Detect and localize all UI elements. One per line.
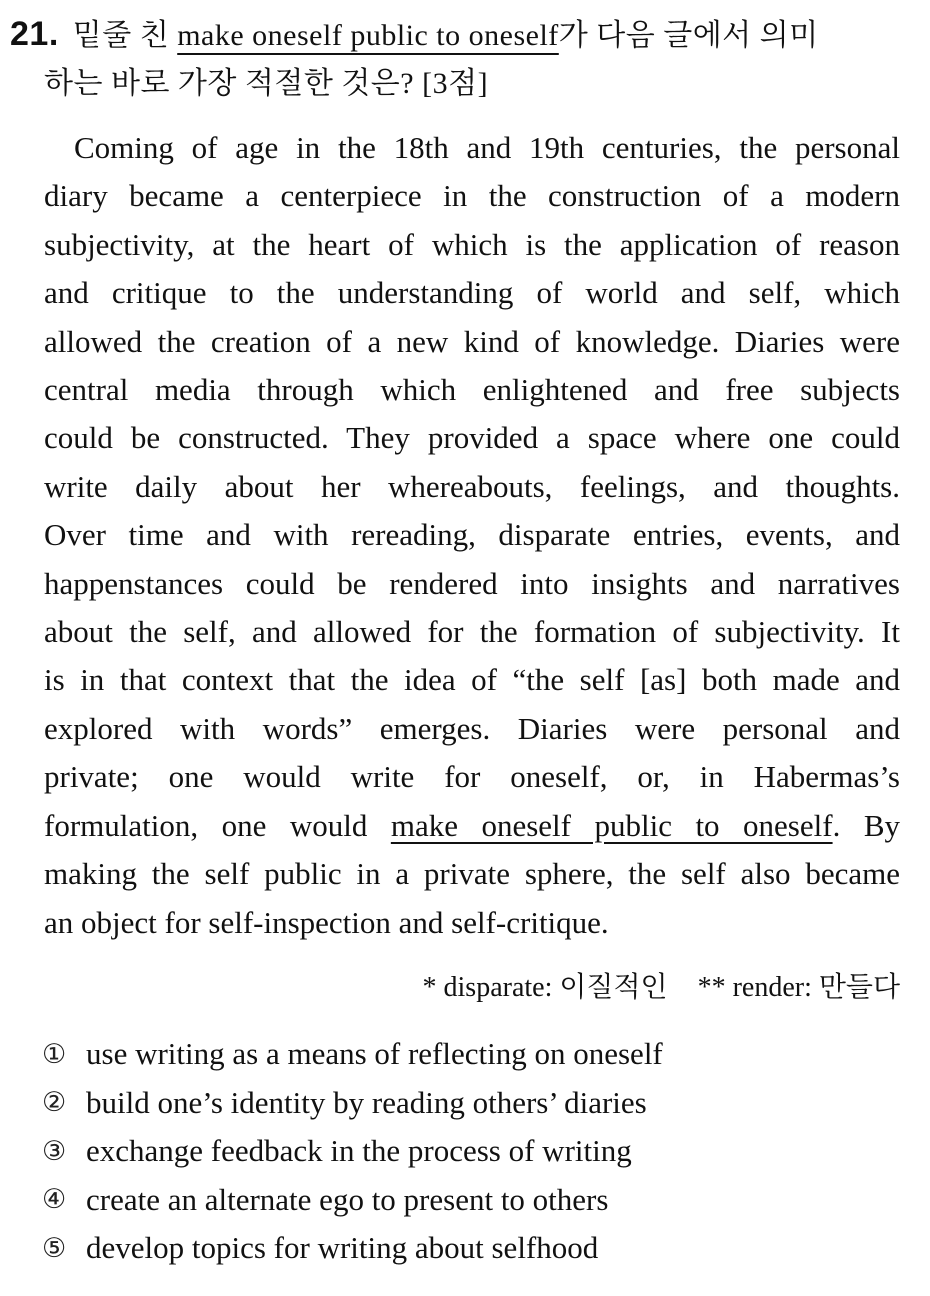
passage-line: diary became a centerpiece in the construction of a modern — [44, 178, 900, 214]
question-prefix: 밑줄 친 — [72, 19, 170, 52]
passage-line: is in that context that the idea of “the self [as] both made and — [44, 662, 900, 698]
passage — [44, 124, 900, 947]
passage-line: and critique to the understanding of world and self, which — [44, 275, 900, 311]
passage-text: formulation, one would — [44, 807, 391, 843]
question-underlined-phrase: make oneself public to oneself — [177, 19, 559, 52]
passage-line: allowed the creation of a new kind of knowledge. Diaries were — [44, 323, 900, 359]
option-number: ④ — [42, 1184, 67, 1216]
answer-option-1[interactable] — [42, 1030, 663, 1079]
answer-option-2[interactable] — [42, 1079, 663, 1128]
question-line-2: 하는 바로 가장 적절한 것은? [3점] — [44, 67, 489, 100]
passage-line: central media through which enlightened and free subjects — [44, 372, 900, 408]
option-text: build one’s identity by reading others’ diaries — [86, 1084, 647, 1120]
answer-options — [42, 1030, 663, 1273]
passage-line: about the self, and allowed for the formation of subjectivity. It — [44, 614, 900, 650]
answer-option-4[interactable] — [42, 1176, 663, 1225]
option-text: create an alternate ego to present to others — [86, 1181, 609, 1217]
passage-line: happenstances could be rendered into insights and narratives — [44, 565, 900, 601]
underlined-phrase: make oneself public to oneself — [390, 807, 833, 843]
option-number: ⑤ — [42, 1232, 67, 1264]
footnote-render: ** render: 만들다 — [697, 972, 900, 1003]
question-header — [10, 10, 910, 108]
passage-line-underlined — [44, 802, 900, 850]
option-number: ① — [42, 1038, 67, 1070]
option-text: exchange feedback in the process of writing — [86, 1133, 632, 1169]
answer-option-5[interactable] — [42, 1224, 663, 1273]
option-text: use writing as a means of reflecting on oneself — [86, 1036, 663, 1072]
passage-line: could be constructed. They provided a space where one could — [44, 420, 900, 456]
passage-line: making the self public in a private sphere, the self also became — [44, 856, 900, 892]
question-number: 21. — [10, 15, 59, 53]
passage-line: private; one would write for oneself, or, in Habermas’s — [44, 759, 900, 795]
passage-line: Over time and with rereading, disparate entries, events, and — [44, 517, 900, 553]
passage-line: subjectivity, at the heart of which is the application of reason — [44, 226, 900, 262]
passage-line: explored with words” emerges. Diaries were personal and — [44, 710, 900, 746]
passage-line: Coming of age in the 18th and 19th centuries, the personal — [74, 130, 900, 165]
option-number: ③ — [42, 1135, 67, 1167]
passage-text: . By — [832, 807, 900, 843]
option-number: ② — [42, 1087, 67, 1119]
passage-line: write daily about her whereabouts, feelings, and thoughts. — [44, 468, 900, 504]
question-suffix: 가 다음 글에서 의미 — [558, 19, 819, 52]
option-text: develop topics for writing about selfhood — [86, 1230, 599, 1266]
footnote-disparate: * disparate: 이질적인 — [422, 972, 668, 1003]
passage-line: an object for self-inspection and self-critique. — [44, 904, 609, 940]
answer-option-3[interactable] — [42, 1127, 663, 1176]
vocabulary-footnote — [423, 968, 900, 1008]
